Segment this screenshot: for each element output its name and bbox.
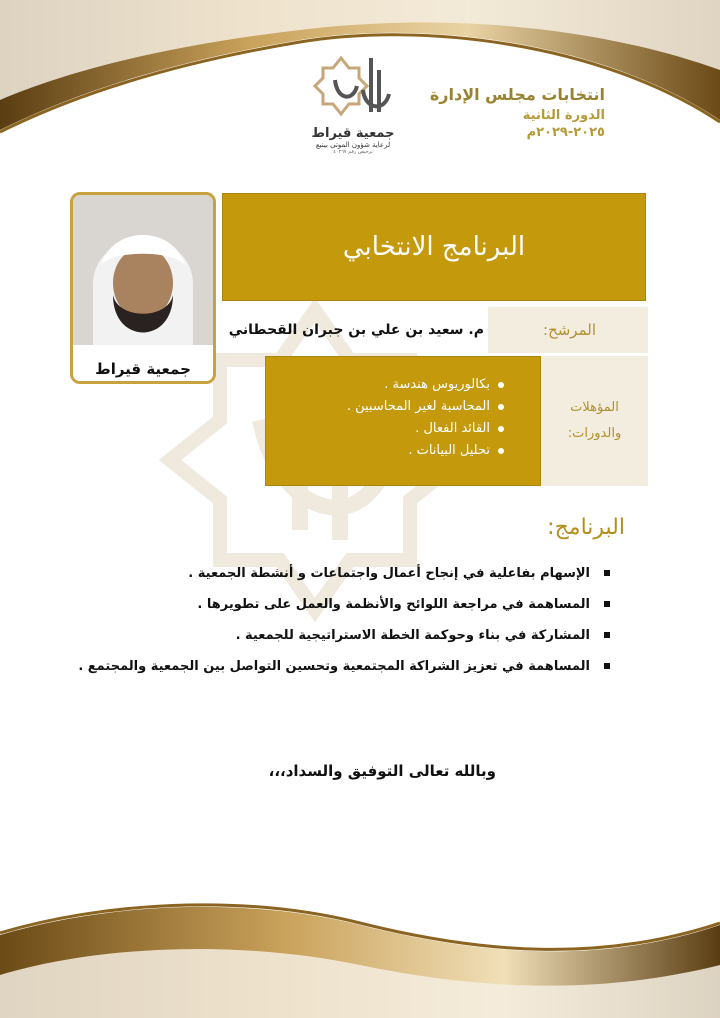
logo-subtitle: لرعاية شؤون الموتى بينبع — [315, 141, 391, 149]
candidate-name-cell — [222, 307, 486, 353]
qualification-item: القائد الفعال . — [240, 418, 490, 440]
election-header — [385, 85, 605, 140]
qualification-item: بكالوريوس هندسة . — [240, 374, 490, 396]
program-list — [30, 558, 610, 682]
candidate-label-cell — [488, 307, 648, 353]
qualifications-list — [240, 374, 508, 462]
logo-mark-icon — [313, 50, 393, 126]
candidate-portrait-icon — [73, 195, 213, 381]
qualifications-label-line2: والدورات: — [567, 426, 622, 441]
program-banner — [222, 193, 646, 301]
program-item: الإسهام بفاعلية في إنجاح أعمال واجتماعات و أنشطة الجمعية . — [30, 558, 590, 589]
bottom-decor-swoosh — [0, 895, 720, 1018]
qualification-item: المحاسبة لغير المحاسبين . — [240, 396, 490, 418]
program-heading: البرنامج: — [547, 515, 625, 540]
qualifications-label-line1: المؤهلات — [570, 400, 619, 415]
qualification-item: تحليل البيانات . — [240, 440, 490, 462]
photo-caption: جمعية قيراط — [73, 357, 213, 381]
logo-registration: ترخيص رقم ٤٠٢٦٧ — [333, 149, 373, 155]
closing-text: وبالله تعالى التوفيق والسداد،،، — [268, 762, 496, 780]
candidate-name: م. سعيد بن علي بن جبران القحطاني — [228, 322, 484, 338]
banner-title: البرنامج الانتخابي — [342, 232, 526, 262]
qualifications-label — [568, 395, 621, 447]
program-item: المشاركة في بناء وحوكمة الخطة الاستراتيجية للجمعية . — [30, 620, 590, 651]
candidate-photo — [70, 192, 216, 384]
qualifications-label-cell — [541, 356, 648, 486]
logo-name: جمعية قيراط — [311, 126, 395, 141]
election-session: الدورة الثانية — [522, 108, 605, 123]
election-title: انتخابات مجلس الإدارة — [429, 85, 605, 104]
program-item: المساهمة في تعزيز الشراكة المجتمعية وتحسين التواصل بين الجمعية والمجتمع . — [30, 651, 590, 682]
program-item: المساهمة في مراجعة اللوائح والأنظمة والعمل على تطويرها . — [30, 589, 590, 620]
candidate-label: المرشح: — [543, 321, 596, 339]
election-years: ٢٠٢٥-٢٠٢٩م — [526, 125, 605, 140]
